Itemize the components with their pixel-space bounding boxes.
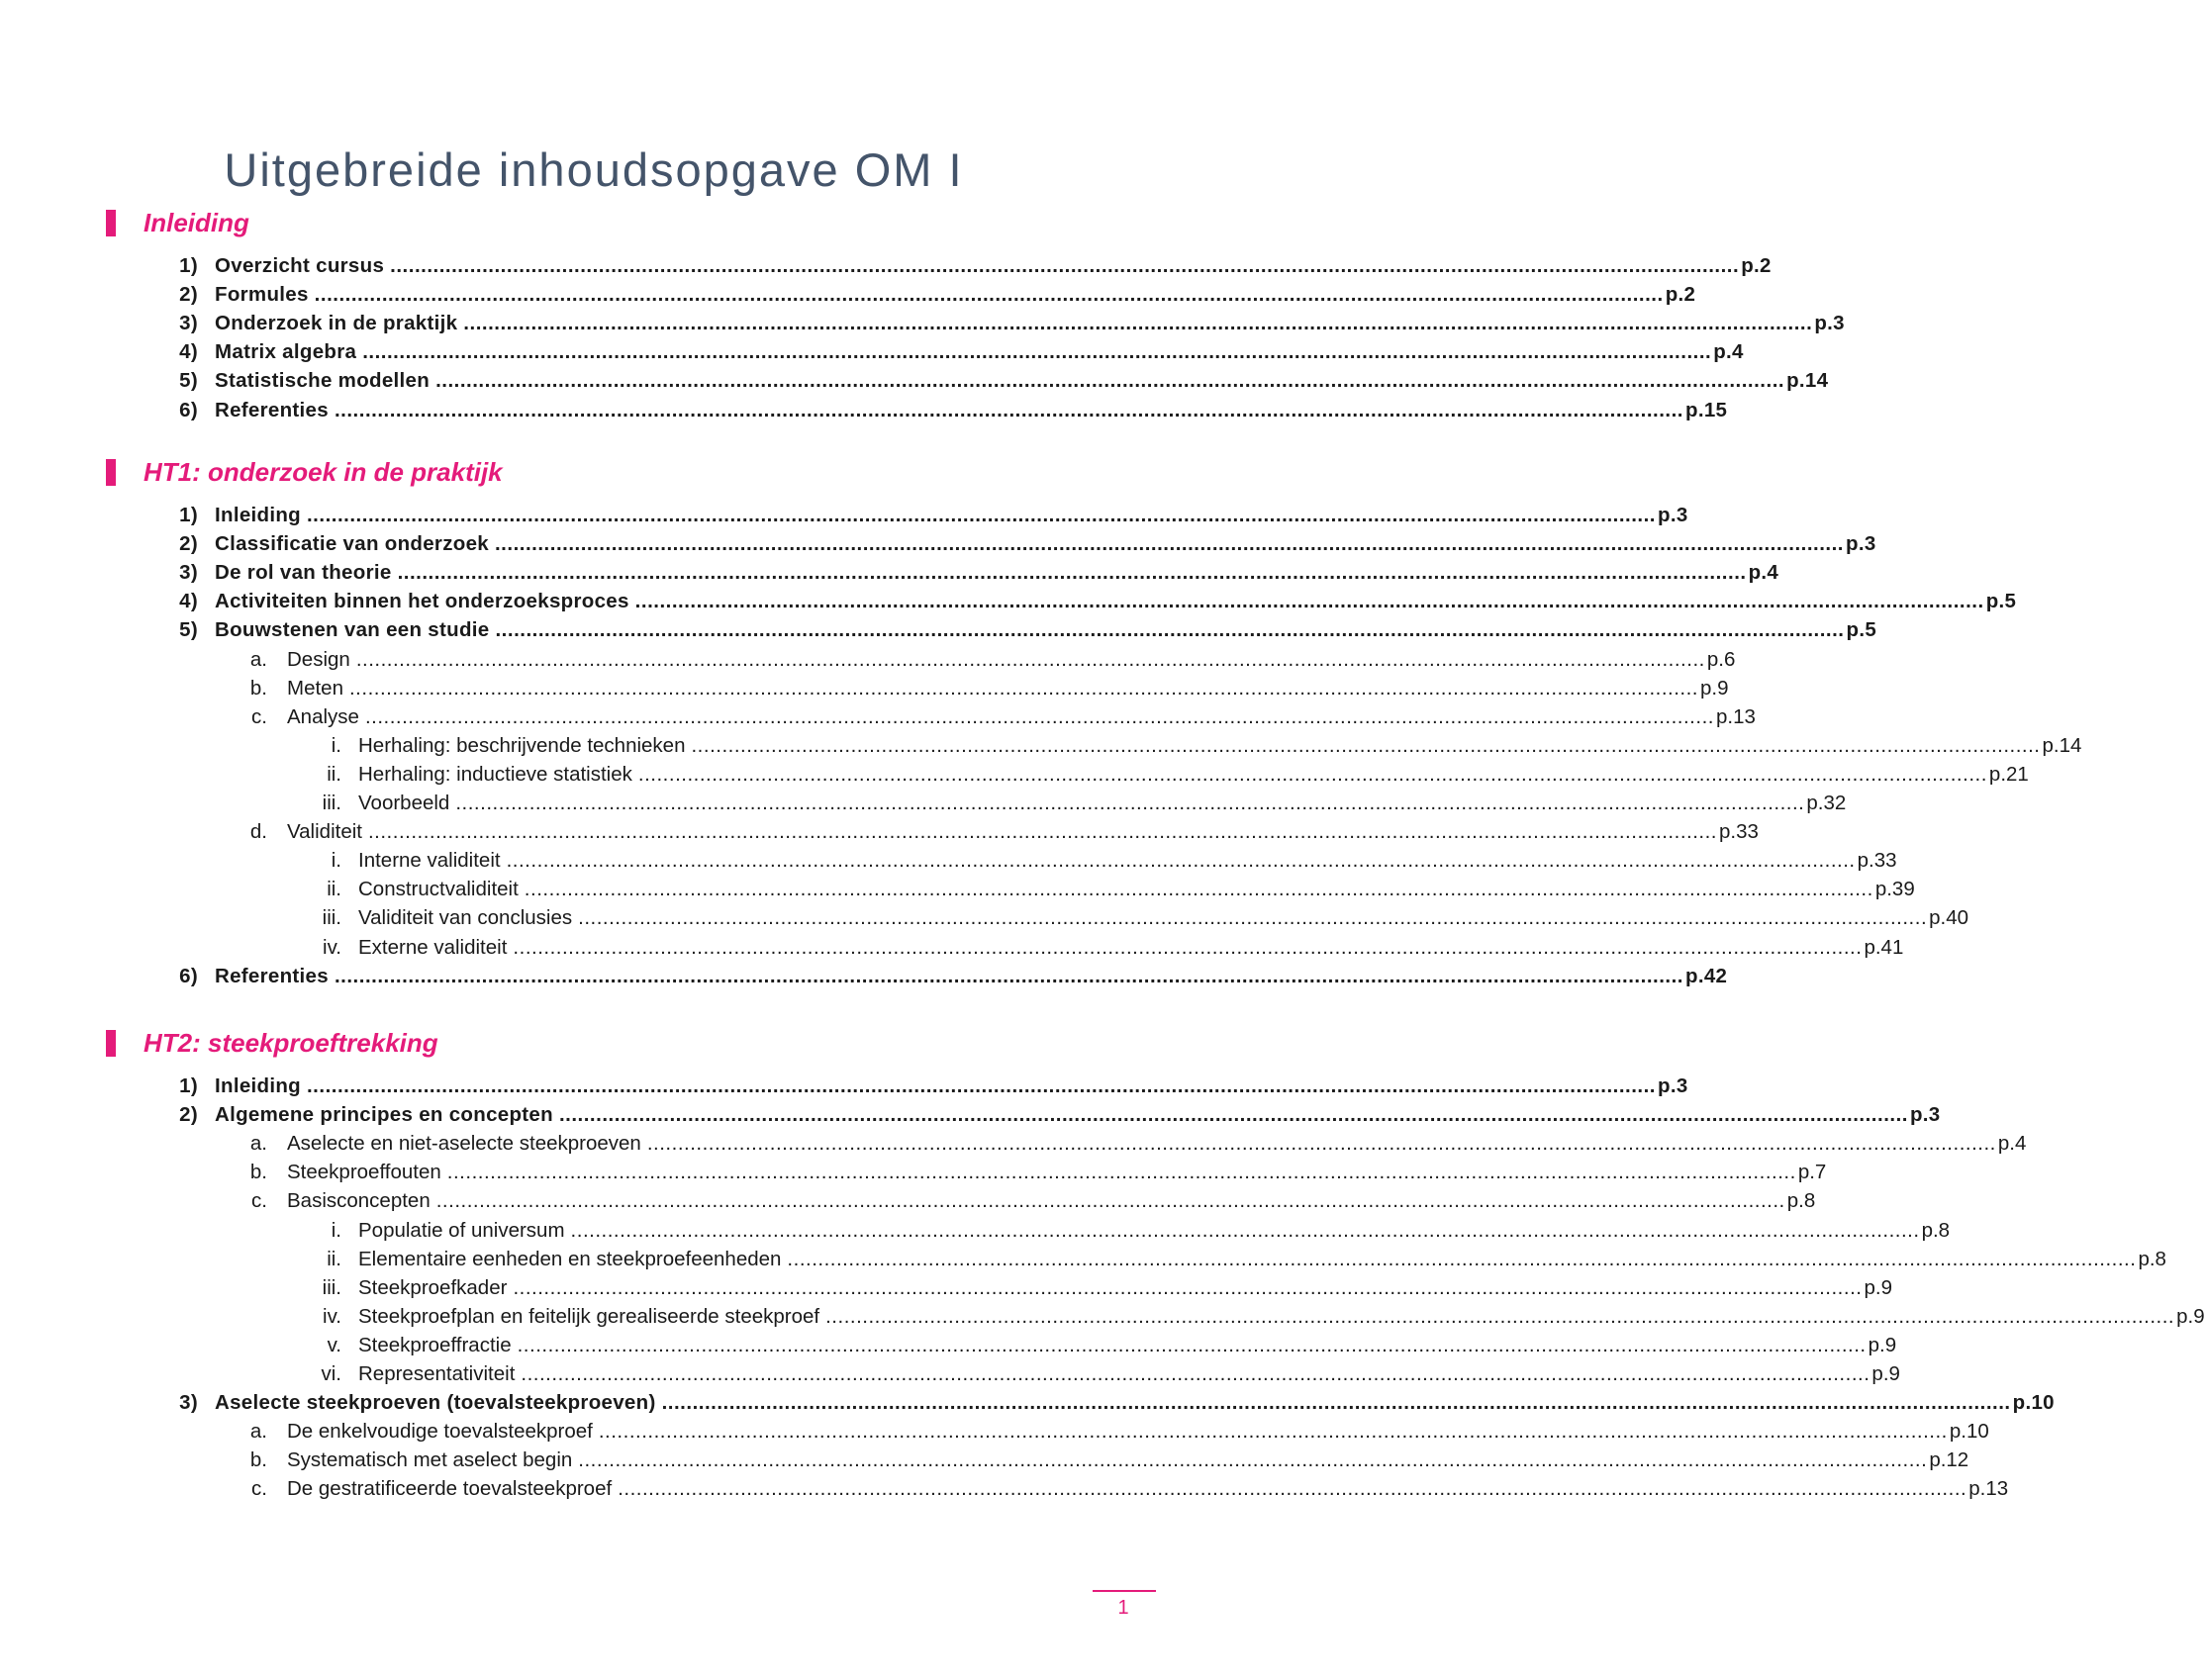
section-title: Inleiding xyxy=(144,208,249,237)
dot-leader: ............................................................................................................................................................................................................................ xyxy=(435,1189,1785,1213)
dot-leader: ............................................................................................................................................................................................................................ xyxy=(524,878,1873,901)
toc-entry-number: a. xyxy=(249,647,267,671)
toc-entry-number: ii. xyxy=(327,1247,341,1270)
toc-entry-page: p.13 xyxy=(1968,1477,2009,1501)
toc-entry-page: p.4 xyxy=(1748,561,1779,585)
toc-entry-number: 4) xyxy=(179,340,198,364)
dot-leader: ............................................................................................................................................................................................................................ xyxy=(513,1275,1863,1299)
dot-leader: ............................................................................................................................................................................................................................ xyxy=(787,1247,2137,1270)
toc-entry[interactable] xyxy=(179,1388,2055,1417)
section-heading xyxy=(0,1026,1188,1062)
toc-entry-page: p.40 xyxy=(1929,906,1969,930)
toc-entry-page: p.14 xyxy=(2042,733,2082,757)
dot-leader: ............................................................................................................................................................................................................................ xyxy=(558,1103,1908,1127)
heading-accent-bar xyxy=(106,1030,116,1057)
dot-leader: ............................................................................................................................................................................................................................ xyxy=(334,398,1683,421)
toc-entry-text: Steekproefplan en feitelijk gerealiseerde steekproef xyxy=(358,1304,820,1328)
dot-leader: ............................................................................................................................................................................................................................ xyxy=(661,1391,2011,1415)
toc-entry-text: Onderzoek in de praktijk xyxy=(215,312,458,335)
toc-entry[interactable] xyxy=(179,529,1876,558)
toc-entry-page: p.5 xyxy=(1985,590,2017,613)
toc-entry-page: p.9 xyxy=(1864,1275,1892,1299)
dot-leader: ............................................................................................................................................................................................................................ xyxy=(435,369,1785,393)
section-heading xyxy=(0,206,1188,241)
toc-entry-page: p.33 xyxy=(1857,849,1897,873)
toc-entry-page: p.4 xyxy=(1713,340,1744,364)
dot-leader: ............................................................................................................................................................................................................................ xyxy=(397,561,1747,585)
toc-entry-number: i. xyxy=(331,733,341,757)
toc-entry-text: Elementaire eenheden en steekproefeenheden xyxy=(358,1247,782,1270)
dot-leader: ............................................................................................................................................................................................................................ xyxy=(364,704,1714,728)
dot-leader: ............................................................................................................................................................................................................................ xyxy=(598,1420,1948,1444)
dot-leader: ............................................................................................................................................................................................................................ xyxy=(390,254,1740,277)
toc-entry-page: p.8 xyxy=(1921,1218,1951,1242)
toc-entry-number: 2) xyxy=(179,532,198,556)
toc-entry-text: Steekproefkader xyxy=(358,1275,508,1299)
dot-leader: ............................................................................................................................................................................................................................ xyxy=(517,1333,1867,1356)
toc-entry-number: c. xyxy=(251,1189,267,1213)
toc-entry[interactable] xyxy=(249,674,1729,702)
toc-entry-page: p.14 xyxy=(1786,369,1829,393)
dot-leader: ............................................................................................................................................................................................................................ xyxy=(334,964,1683,987)
toc-entry-number: iv. xyxy=(323,935,341,959)
dot-leader: ............................................................................................................................................................................................................................ xyxy=(578,1448,1928,1472)
toc-section xyxy=(0,206,1845,421)
toc-entry-number: i. xyxy=(331,1218,341,1242)
toc-entry-text: Meten xyxy=(287,676,343,700)
dot-leader: ............................................................................................................................................................................................................................ xyxy=(578,906,1928,930)
toc-entry-text: Herhaling: beschrijvende technieken xyxy=(358,733,686,757)
toc-entry-number: 3) xyxy=(179,312,198,335)
toc-entry-page: p.3 xyxy=(1658,504,1688,526)
toc-entry-number: a. xyxy=(249,1420,267,1444)
toc-entry-text: Activiteiten binnen het onderzoeksproces xyxy=(215,590,629,613)
dot-leader: ............................................................................................................................................................................................................................ xyxy=(367,820,1717,844)
toc-entry-text: Interne validiteit xyxy=(358,849,501,873)
toc-entry-number: iv. xyxy=(323,1304,341,1328)
dot-leader: ............................................................................................................................................................................................................................ xyxy=(463,312,1813,335)
toc-entry[interactable] xyxy=(249,1129,2027,1158)
toc-entry-text: Bouwstenen van een studie xyxy=(215,618,490,642)
toc-entry-page: p.9 xyxy=(1700,676,1729,700)
toc-entry[interactable] xyxy=(249,1446,1969,1474)
toc-entry[interactable] xyxy=(179,1072,1688,1100)
toc-entry-page: p.32 xyxy=(1806,792,1847,814)
toc-entry-page: p.42 xyxy=(1685,964,1728,987)
toc-entry-text: Analyse xyxy=(287,704,359,728)
toc-entry-number: b. xyxy=(249,676,267,700)
toc-entry-page: p.10 xyxy=(2012,1391,2055,1415)
dot-leader: ............................................................................................................................................................................................................................ xyxy=(494,532,1845,556)
toc-entry[interactable] xyxy=(251,1186,1816,1215)
toc-entry-number: 2) xyxy=(179,283,198,307)
toc-entry-text: Representativiteit xyxy=(358,1362,516,1385)
toc-entry-page: p.21 xyxy=(1988,762,2029,786)
toc-entry-page: p.9 xyxy=(1871,1362,1900,1385)
toc-entry-page: p.3 xyxy=(1814,312,1845,335)
toc-section xyxy=(0,1026,2205,1501)
toc-entry[interactable] xyxy=(179,615,1877,644)
toc-entry-number: i. xyxy=(331,849,341,873)
toc-entry-page: p.2 xyxy=(1741,254,1772,277)
toc-entry-page: p.9 xyxy=(1868,1333,1897,1356)
toc-entry[interactable] xyxy=(179,337,1744,366)
toc-entry-text: Overzicht cursus xyxy=(215,254,385,277)
toc-entry-text: Algemene principes en concepten xyxy=(215,1103,553,1127)
dot-leader: ............................................................................................................................................................................................................................ xyxy=(495,618,1845,642)
toc-entry-number: 2) xyxy=(179,1103,198,1127)
toc-entry-number: b. xyxy=(249,1448,267,1472)
toc-entry-page: p.15 xyxy=(1685,398,1728,421)
dot-leader: ............................................................................................................................................................................................................................ xyxy=(513,935,1863,959)
toc-entry-text: De gestratificeerde toevalsteekproef xyxy=(287,1477,613,1501)
toc-entry-page: p.10 xyxy=(1949,1420,1989,1444)
toc-entry-text: Statistische modellen xyxy=(215,369,431,393)
toc-entry-number: 3) xyxy=(179,1391,198,1415)
toc-entry[interactable] xyxy=(179,309,1845,337)
dot-leader: ............................................................................................................................................................................................................................ xyxy=(634,590,1984,613)
toc-entry[interactable] xyxy=(179,501,1688,529)
toc-entry-text: Validiteit xyxy=(287,820,362,844)
toc-entry-page: p.3 xyxy=(1658,1074,1688,1097)
toc-entry-page: p.6 xyxy=(1706,647,1736,671)
dot-leader: ............................................................................................................................................................................................................................ xyxy=(455,792,1805,814)
toc-entry-text: Aselecte en niet-aselecte steekproeven xyxy=(287,1132,641,1156)
toc-entry-text: De rol van theorie xyxy=(215,561,392,585)
toc-entry-text: Formules xyxy=(215,283,309,307)
dot-leader: ............................................................................................................................................................................................................................ xyxy=(314,283,1664,307)
dot-leader: ............................................................................................................................................................................................................................ xyxy=(646,1132,1996,1156)
toc-entry-number: ii. xyxy=(327,762,341,786)
page-title: Uitgebreide inhoudsopgave OM I xyxy=(224,143,964,196)
toc-entry[interactable] xyxy=(331,846,1897,875)
toc-entry[interactable] xyxy=(179,396,1728,424)
dot-leader: ............................................................................................................................................................................................................................ xyxy=(618,1477,1967,1501)
toc-entry-text: Inleiding xyxy=(215,1074,301,1097)
toc-entry[interactable] xyxy=(179,280,1696,309)
toc-entry[interactable] xyxy=(322,1273,1892,1302)
dot-leader: ............................................................................................................................................................................................................................ xyxy=(521,1362,1870,1385)
dot-leader: ............................................................................................................................................................................................................................ xyxy=(362,340,1712,364)
section-title: HT1: onderzoek in de praktijk xyxy=(144,457,503,487)
toc-entry[interactable] xyxy=(323,933,1904,962)
toc-entry-text: Steekproeffractie xyxy=(358,1333,512,1356)
toc-entry-text: Voorbeeld xyxy=(358,792,450,814)
toc-entry-page: p.39 xyxy=(1874,878,1915,901)
toc-entry-page: p.7 xyxy=(1797,1161,1827,1184)
toc-entry-page: p.5 xyxy=(1846,618,1877,642)
toc-entry-text: Systematisch met aselect begin xyxy=(287,1448,573,1472)
toc-entry[interactable] xyxy=(179,558,1779,587)
dot-leader: ............................................................................................................................................................................................................................ xyxy=(306,1074,1657,1097)
toc-entry-text: Basisconcepten xyxy=(287,1189,431,1213)
dot-leader: ............................................................................................................................................................................................................................ xyxy=(637,762,1987,786)
heading-accent-bar xyxy=(106,459,116,486)
toc-entry[interactable] xyxy=(179,962,1728,990)
toc-entry-text: Steekproeffouten xyxy=(287,1161,441,1184)
toc-entry-number: 6) xyxy=(179,398,198,421)
toc-entry[interactable] xyxy=(251,1474,2009,1503)
toc-entry-text: Classificatie van onderzoek xyxy=(215,532,489,556)
toc-entry-text: Populatie of universum xyxy=(358,1218,565,1242)
dot-leader: ............................................................................................................................................................................................................................ xyxy=(306,504,1657,526)
toc-entry-number: c. xyxy=(251,704,267,728)
toc-entry[interactable] xyxy=(327,875,1915,903)
toc-entry[interactable] xyxy=(179,1100,1941,1129)
toc-entry[interactable] xyxy=(331,1216,1951,1245)
toc-entry-number: iii. xyxy=(322,1275,341,1299)
toc-entry-number: ii. xyxy=(327,878,341,901)
heading-accent-bar xyxy=(106,210,116,236)
toc-entry[interactable] xyxy=(179,251,1772,280)
toc-entry-number: v. xyxy=(327,1333,341,1356)
toc-entry-page: p.41 xyxy=(1864,935,1904,959)
toc-entry[interactable] xyxy=(323,1302,2205,1331)
toc-entry-page: p.3 xyxy=(1909,1103,1941,1127)
toc-entry-number: b. xyxy=(249,1161,267,1184)
toc-entry-text: Externe validiteit xyxy=(358,935,508,959)
dot-leader: ............................................................................................................................................................................................................................ xyxy=(355,647,1705,671)
toc-entry[interactable] xyxy=(249,1158,1827,1186)
toc-entry-number: d. xyxy=(249,820,267,844)
toc-entry[interactable] xyxy=(321,1359,1900,1388)
toc-entry-text: Design xyxy=(287,647,350,671)
section-title: HT2: steekproeftrekking xyxy=(144,1028,438,1058)
toc-entry-number: 1) xyxy=(179,254,198,277)
toc-entry-number: 1) xyxy=(179,1074,198,1097)
dot-leader: ............................................................................................................................................................................................................................ xyxy=(825,1304,2175,1328)
toc-entry[interactable] xyxy=(327,1331,1897,1359)
toc-entry[interactable] xyxy=(179,366,1829,395)
toc-entry-number: 4) xyxy=(179,590,198,613)
toc-entry-text: Matrix algebra xyxy=(215,340,357,364)
toc-entry-page: p.12 xyxy=(1929,1448,1969,1472)
toc-entry[interactable] xyxy=(249,645,1736,674)
toc-entry-number: iii. xyxy=(322,792,341,814)
toc-entry-page: p.9 xyxy=(2176,1304,2205,1328)
toc-entry[interactable] xyxy=(331,731,2082,760)
toc-entry[interactable] xyxy=(249,1417,1989,1446)
dot-leader: ............................................................................................................................................................................................................................ xyxy=(348,676,1699,700)
toc-entry-text: Constructvaliditeit xyxy=(358,878,519,901)
dot-leader: ............................................................................................................................................................................................................................ xyxy=(570,1218,1920,1242)
footer-rule xyxy=(1093,1590,1156,1592)
dot-leader: ............................................................................................................................................................................................................................ xyxy=(446,1161,1796,1184)
toc-entry-text: Referenties xyxy=(215,964,329,987)
toc-entry[interactable] xyxy=(327,760,2029,789)
toc-entry[interactable] xyxy=(249,817,1759,846)
toc-entry[interactable] xyxy=(322,789,1847,817)
toc-section xyxy=(0,455,2082,987)
toc-entry-number: 3) xyxy=(179,561,198,585)
toc-entry-text: Herhaling: inductieve statistiek xyxy=(358,762,632,786)
toc-entry-text: Inleiding xyxy=(215,504,301,526)
toc-entry-page: p.4 xyxy=(1997,1132,2027,1156)
toc-entry-number: iii. xyxy=(322,906,341,930)
toc-entry-page: p.13 xyxy=(1715,704,1756,728)
toc-entry-text: De enkelvoudige toevalsteekproef xyxy=(287,1420,593,1444)
page-number: 1 xyxy=(1117,1597,1129,1619)
toc-entry-number: 5) xyxy=(179,618,198,642)
toc-entry[interactable] xyxy=(251,702,1756,731)
toc-entry-page: p.8 xyxy=(1786,1189,1816,1213)
toc-entry-page: p.2 xyxy=(1665,283,1696,307)
toc-entry[interactable] xyxy=(179,587,2017,615)
toc-entry-number: 1) xyxy=(179,504,198,526)
toc-entry-number: 5) xyxy=(179,369,198,393)
dot-leader: ............................................................................................................................................................................................................................ xyxy=(691,733,2041,757)
toc-entry-text: Validiteit van conclusies xyxy=(358,906,573,930)
toc-entry[interactable] xyxy=(327,1245,2166,1273)
toc-entry[interactable] xyxy=(322,903,1969,932)
toc-entry-text: Referenties xyxy=(215,398,329,421)
toc-entry-page: p.3 xyxy=(1846,532,1876,556)
toc-entry-page: p.8 xyxy=(2138,1247,2166,1270)
toc-entry-number: a. xyxy=(249,1132,267,1156)
section-heading xyxy=(0,455,1188,491)
toc-entry-page: p.33 xyxy=(1719,820,1759,844)
toc-entry-number: 6) xyxy=(179,964,198,987)
dot-leader: ............................................................................................................................................................................................................................ xyxy=(506,849,1856,873)
toc-entry-number: c. xyxy=(251,1477,267,1501)
toc-entry-text: Aselecte steekproeven (toevalsteekproeven) xyxy=(215,1391,656,1415)
toc-entry-number: vi. xyxy=(321,1362,341,1385)
